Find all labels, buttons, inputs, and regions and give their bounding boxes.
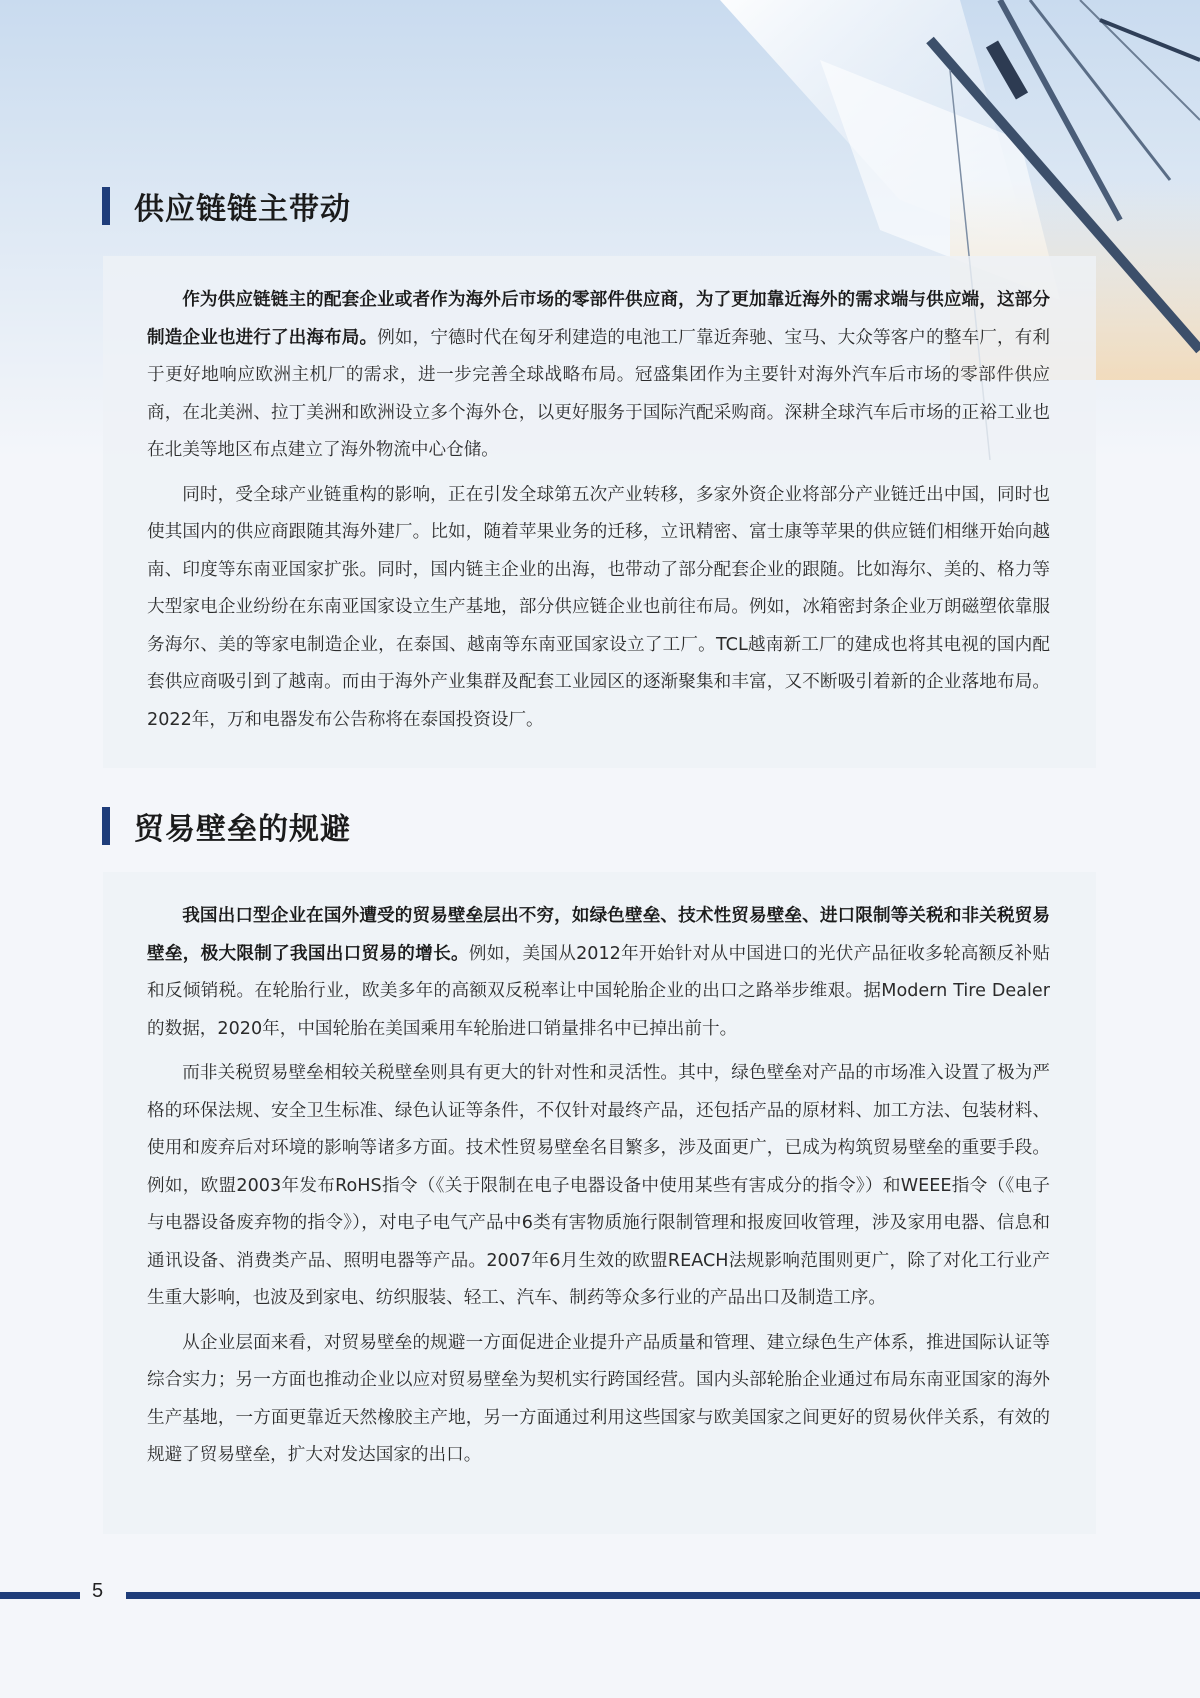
paragraph bbox=[147, 898, 1050, 1048]
paragraph-body: 而非关税贸易壁垒相较关税壁垒则具有更大的针对性和灵活性。其中，绿色壁垒对产品的市场准入设置了极为严格的环保法规、安全卫生标准、绿色认证等条件，不仅针对最终产品，还包括产品的原材料、加工方法、包装材料、使用和废弃后对环境的影响等诸多方面。技术性贸易壁垒名目繁多，涉及面更广，已成为构筑贸易壁垒的重要手段。例如，欧盟2003年发布RoHS指令（《关于限制在电子电器设备中使用某些有害成分的指令》）和WEEE指令（《电子与电器设备废弃物的指令》），对电子电气产品中6类有害物质施行限制管理和报废回收管理，涉及家用电器、信息和通讯设备、消费类产品、照明电器等产品。2007年6月生效的欧盟REACH法规影响范围则更广，除了对化工行业产生重大影响，也波及到家电、纺织服装、轻工、汽车、制药等众多行业的产品出口及制造工序。 bbox=[147, 1063, 1050, 1308]
paragraph-body: 同时，受全球产业链重构的影响，正在引发全球第五次产业转移，多家外资企业将部分产业链迁出中国，同时也使其国内的供应商跟随其海外建厂。比如，随着苹果业务的迁移，立讯精密、富士康等苹果的供应链们相继开始向越南、印度等东南亚国家扩张。同时，国内链主企业的出海，也带动了部分配套企业的跟随。比如海尔、美的、格力等大型家电企业纷纷在东南亚国家设立生产基地，部分供应链企业也前往布局。例如，冰箱密封条企业万朗磁塑依靠服务海尔、美的等家电制造企业，在泰国、越南等东南亚国家设立了工厂。TCL越南新工厂的建成也将其电视的国内配套供应商吸引到了越南。而由于海外产业集群及配套工业园区的逐渐聚集和丰富，又不断吸引着新的企业落地布局。2022年，万和电器发布公告称将在泰国投资设厂。 bbox=[147, 484, 1050, 730]
page-number: 5 bbox=[92, 1580, 104, 1602]
paragraph bbox=[147, 477, 1050, 740]
footer-rule-right bbox=[126, 1592, 1200, 1599]
paragraph-body: 从企业层面来看，对贸易壁垒的规避一方面促进企业提升产品质量和管理、建立绿色生产体系，推进国际认证等综合实力；另一方面也推动企业以应对贸易壁垒为契机实行跨国经营。国内头部轮胎企业通过布局东南亚国家的海外生产基地，一方面更靠近天然橡胶主产地，另一方面通过利用这些国家与欧美国家之间更好的贸易伙伴关系，有效的规避了贸易壁垒，扩大对发达国家的出口。 bbox=[147, 1332, 1050, 1465]
title-accent-bar bbox=[102, 187, 110, 225]
section-heading: 供应链链主带动 bbox=[134, 192, 351, 227]
title-accent-bar bbox=[102, 807, 110, 845]
section-title-supply-chain bbox=[102, 184, 351, 228]
footer-rule-left bbox=[0, 1592, 80, 1599]
section-card-supply-chain bbox=[103, 256, 1096, 768]
section-heading: 贸易壁垒的规避 bbox=[134, 812, 351, 847]
paragraph-lead: 作为供应链链主的配套企业或者作为海外后市场的零部件供应商，为了更加靠近海外的需求端与供应端，这部分制造企业也进行了出海布局。 bbox=[147, 290, 1050, 348]
paragraph bbox=[147, 1055, 1050, 1318]
paragraph bbox=[147, 282, 1050, 470]
paragraph-body: 例如，美国从2012年开始针对从中国进口的光伏产品征收多轮高额反补贴和反倾销税。在轮胎行业，欧美多年的高额双反税率让中国轮胎企业的出口之路举步维艰。据Modern Tire Dealer的数据，2020年，中国轮胎在美国乘用车轮胎进口销量排名中已掉出前十。 bbox=[147, 943, 1050, 1039]
section-title-trade-barrier bbox=[102, 804, 351, 848]
section-card-trade-barrier bbox=[103, 872, 1096, 1534]
paragraph bbox=[147, 1325, 1050, 1475]
paragraph-lead: 我国出口型企业在国外遭受的贸易壁垒层出不穷，如绿色壁垒、技术性贸易壁垒、进口限制等关税和非关税贸易壁垒，极大限制了我国出口贸易的增长。 bbox=[147, 906, 1050, 964]
paragraph-body: 例如，宁德时代在匈牙利建造的电池工厂靠近奔驰、宝马、大众等客户的整车厂，有利于更好地响应欧洲主机厂的需求，进一步完善全球战略布局。冠盛集团作为主要针对海外汽车后市场的零部件供应商，在北美洲、拉丁美洲和欧洲设立多个海外仓，以更好服务于国际汽配采购商。深耕全球汽车后市场的正裕工业也在北美等地区布点建立了海外物流中心仓储。 bbox=[147, 327, 1050, 460]
